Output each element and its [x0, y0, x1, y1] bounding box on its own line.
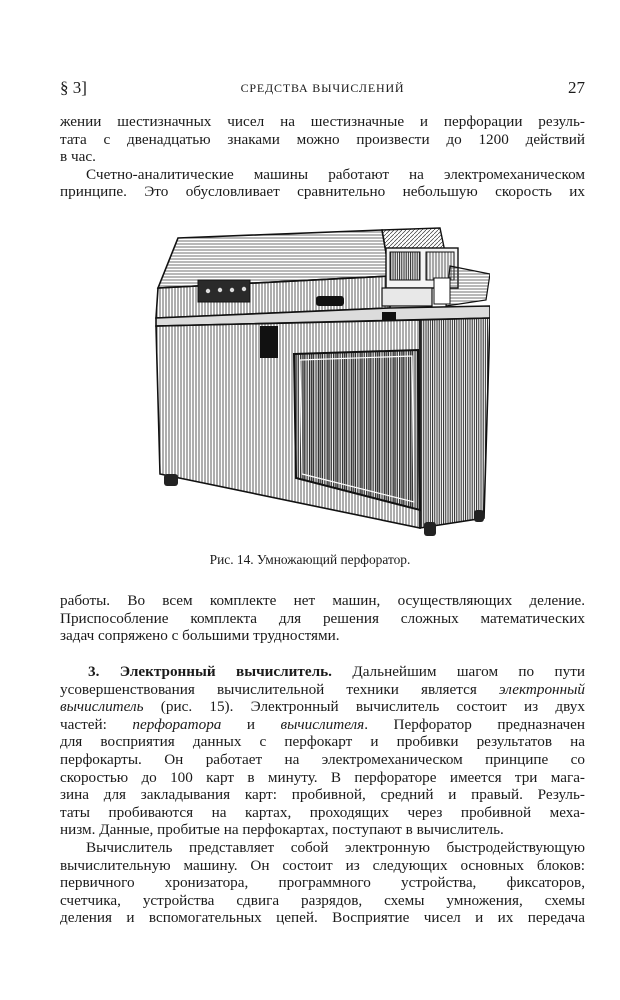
text-line: Счетно-аналитические машины работают на электромеханическом [86, 165, 585, 183]
text-line: 3. Электронный вычислитель. Дальнейшим шагом по пути [88, 663, 585, 680]
figure-caption: Рис. 14. Умножающий перфоратор. [209, 552, 411, 567]
page-number: 27 [568, 78, 585, 97]
top-text [60, 113, 585, 201]
text-line: частей: перфоратора и вычислителя. Перфоратор предназначен [60, 715, 585, 733]
text-line: перфокарты. Он работает на электромеханическом принципе со [60, 750, 585, 768]
multiplying-punch-illustration [150, 222, 490, 540]
chapter-title: СРЕДСТВА ВЫЧИСЛЕНИЙ [240, 81, 405, 95]
text-line: таты пробиваются на картах, проходящих через пробивной меха- [60, 803, 585, 821]
text-line: деления и вспомогательных цепей. Восприятие чисел и их передача [60, 909, 585, 927]
text-line: первичного хронизатора, программного устройства, фиксаторов, [60, 874, 585, 892]
text-line: Приспособление комплекта для решения сложных математических [60, 609, 585, 627]
text-line: жении шестизначных чисел на шестизначные и перфорации резуль- [60, 113, 585, 130]
text-line: работы. Во всем комплекте нет машин, осуществляющих деление. [60, 592, 585, 609]
section-heading: 3. Электронный вычислитель. [88, 663, 332, 680]
upper-cabinet [156, 230, 390, 318]
front-slot [260, 326, 278, 358]
text-line: для восприятия данных с перфокарт и пробивки результатов на [60, 733, 585, 751]
term-perforator: перфоратора [132, 715, 222, 733]
text-line: принципе. Это обусловливает сравнительно небольшую скорость их [60, 183, 585, 201]
text-line: Вычислитель представляет собой электронную быстродействующую [86, 838, 585, 856]
text-line: тата с двенадцатью знаками можно произвести до 1200 действий [60, 130, 585, 148]
nameplate [382, 312, 396, 320]
text-line: зина для закладывания карт: пробивной, средний и правый. Резуль- [60, 786, 585, 804]
term-calculator-gen: вычислителя [280, 715, 365, 733]
text-line: в час. [60, 148, 96, 166]
text-line: счетчика, устройства сдвига разрядов, схемы умножения, схемы [60, 891, 585, 909]
term-electronic: электронный [498, 680, 585, 698]
lower-body [156, 318, 490, 528]
card-feed-unit [382, 228, 490, 306]
text-line: вычислительную машину. Он состоит из следующих основных блоков: [60, 856, 585, 874]
text-line: скоростью до 100 карт в минуту. В перфораторе имеется три мага- [60, 768, 585, 786]
continuation-text [60, 592, 585, 645]
running-head [60, 78, 585, 100]
text-line: усовершенствования вычислительной техники является электронный [60, 680, 585, 698]
section-3 [60, 663, 585, 927]
text-line: низм. Данные, пробитые на перфокартах, поступают в вычислитель. [60, 821, 504, 839]
text-line: вычислитель (рис. 15). Электронный вычислитель состоит из двух [60, 698, 585, 716]
text-line: задач сопряжено с большими трудностями. [60, 627, 340, 645]
section-marker: § 3] [60, 78, 87, 97]
term-calculator: вычислитель [60, 698, 144, 716]
